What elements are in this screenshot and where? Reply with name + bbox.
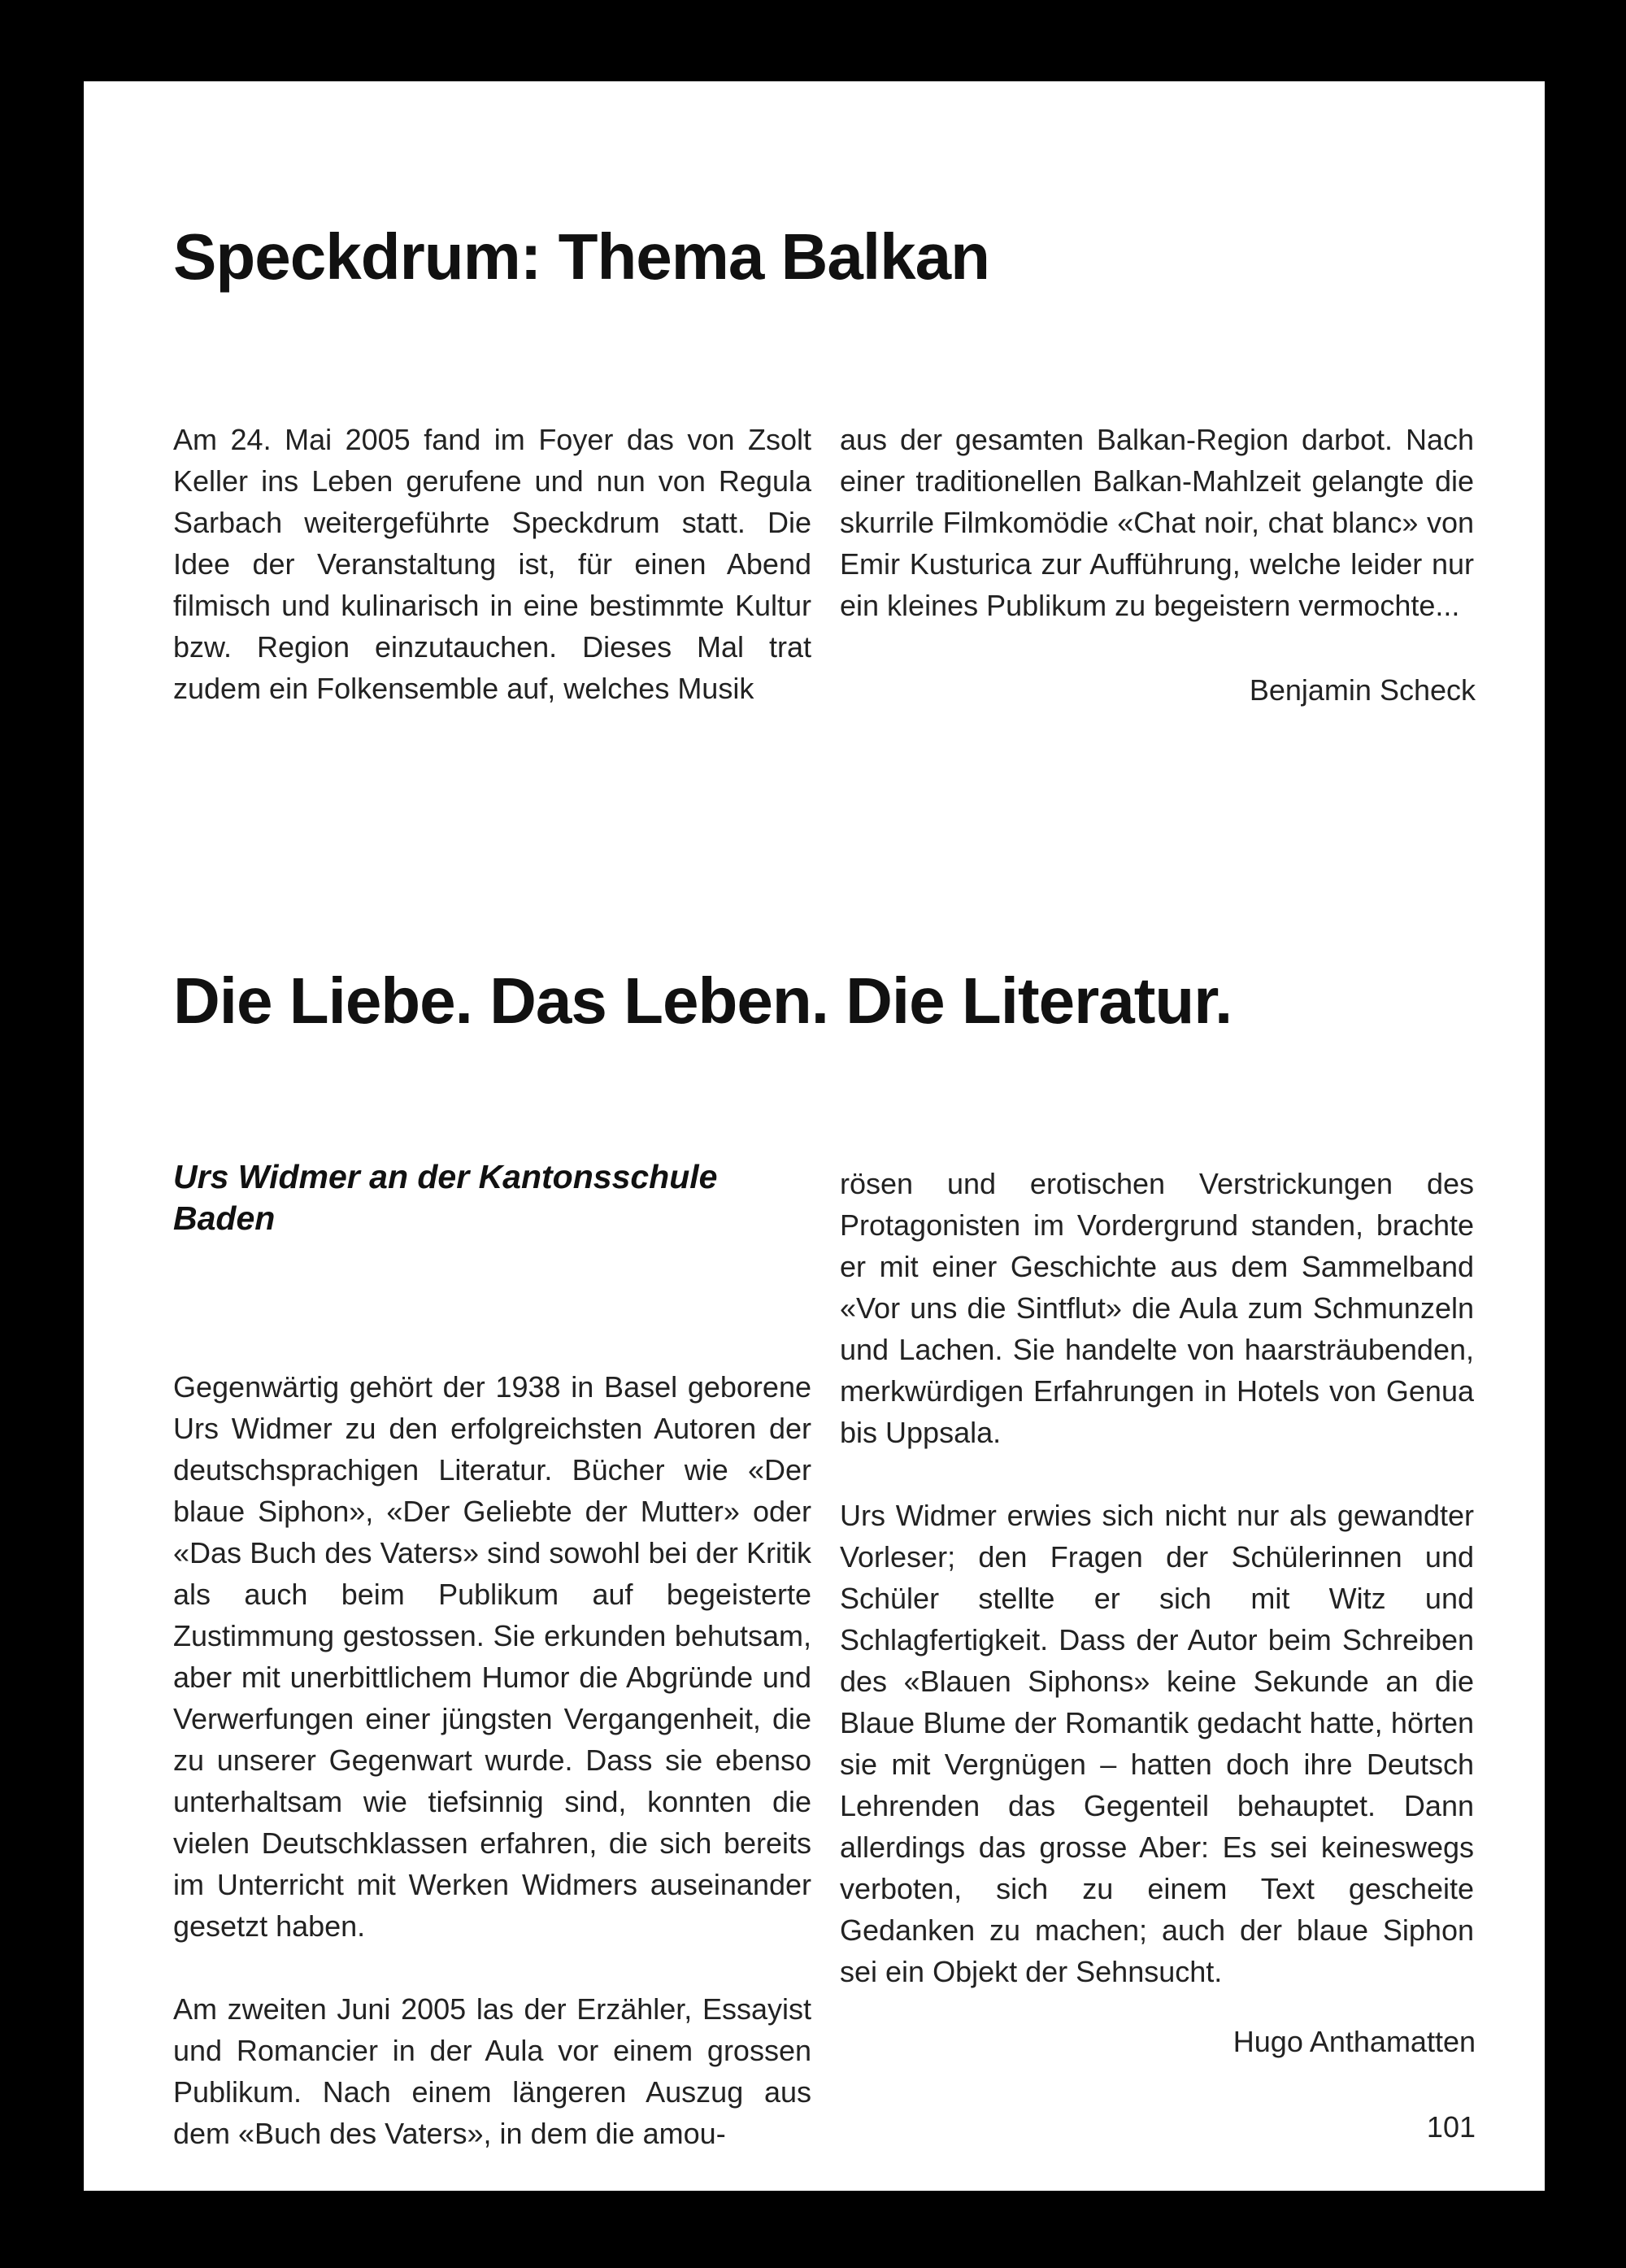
article2-subtitle: Urs Widmer an der Kantonsschule Baden xyxy=(173,1158,718,1237)
article-title-speckdrum: Speckdrum: Thema Balkan xyxy=(173,220,989,293)
article2-author: Hugo Anthamatten xyxy=(1233,2025,1476,2058)
article2-paragraph: Gegenwärtig gehört der 1938 in Basel geborene Urs Widmer zu den erfolgreichsten Autoren der deutschsprachigen Literatur. Bücher wie «Der blaue Siphon», «Der Geliebte der Mutter» oder «Das Buch des Vaters» sind sowohl bei der Kritik als auch beim Publikum auf begeisterte Zustimmung gestossen. Sie erkunden behutsam, aber mit unerbittlichem Humor die Abgründe und Verwerfungen einer jüngsten Vergangenheit, die zu unserer Gegenwart wurde. Dass sie ebenso unterhaltsam wie tiefsinnig sind, konnten die vielen Deutschklassen erfahren, die sich bereits im Unterricht mit Werken Widmers auseinander gesetzt haben. xyxy=(173,1370,811,1943)
article1-column-left: Am 24. Mai 2005 fand im Foyer das von Zsolt Keller ins Leben gerufene und nun von Regula Sarbach weitergeführte Speckdrum statt. Die Idee der Veranstaltung ist, für einen Abend filmisch und kulinarisch in eine bestimmte Kultur bzw. Region einzutauchen. Dieses Mal trat zudem ein Folkensemble auf, welches Musik xyxy=(173,423,811,705)
page xyxy=(84,81,1545,2191)
article2-column-left xyxy=(173,1366,811,2154)
article2-paragraph: Urs Widmer erwies sich nicht nur als gewandter Vorleser; den Fragen der Schülerinnen und Schüler stellte er sich mit Witz und Schlagfertigkeit. Dass der Autor beim Schreiben des «Blauen Siphons» keine Sekunde an die Blaue Blume der Romantik gedacht hatte, hörten sie mit Vergnügen – hatten doch ihre Deutsch Lehrenden das Gegenteil behauptet. Dann allerdings das grosse Aber: Es sei keineswegs verboten, sich zu einem Text gescheite Gedanken zu machen; auch der blaue Siphon sei ein Objekt der Sehnsucht. xyxy=(840,1499,1474,1988)
article-title-literatur: Die Liebe. Das Leben. Die Literatur. xyxy=(173,964,1233,1037)
article1-column-right: aus der gesamten Balkan-Region darbot. Nach einer traditionellen Balkan-Mahlzeit gelangte die skurrile Filmkomödie «Chat noir, chat blanc» von Emir Kusturica zur Aufführung, welche leider nur ein kleines Publikum zu begeistern vermochte... xyxy=(840,423,1474,622)
article2-paragraph: rösen und erotischen Verstrickungen des Protagonisten im Vordergrund standen, brachte er mit einer Geschichte aus dem Sammelband «Vor uns die Sintflut» die Aula zum Schmunzeln und Lachen. Sie handelte von haarsträubenden, merkwürdigen Erfahrungen in Hotels von Genua bis Uppsala. xyxy=(840,1167,1474,1449)
article2-paragraph: Am zweiten Juni 2005 las der Erzähler, Essayist und Romancier in der Aula vor einem grossen Publikum. Nach einem längeren Auszug aus dem «Buch des Vaters», in dem die amou- xyxy=(173,1992,811,2150)
article2-column-right xyxy=(840,1163,1474,1992)
article1-author: Benjamin Scheck xyxy=(1249,673,1476,707)
page-number: 101 xyxy=(1426,2110,1476,2144)
